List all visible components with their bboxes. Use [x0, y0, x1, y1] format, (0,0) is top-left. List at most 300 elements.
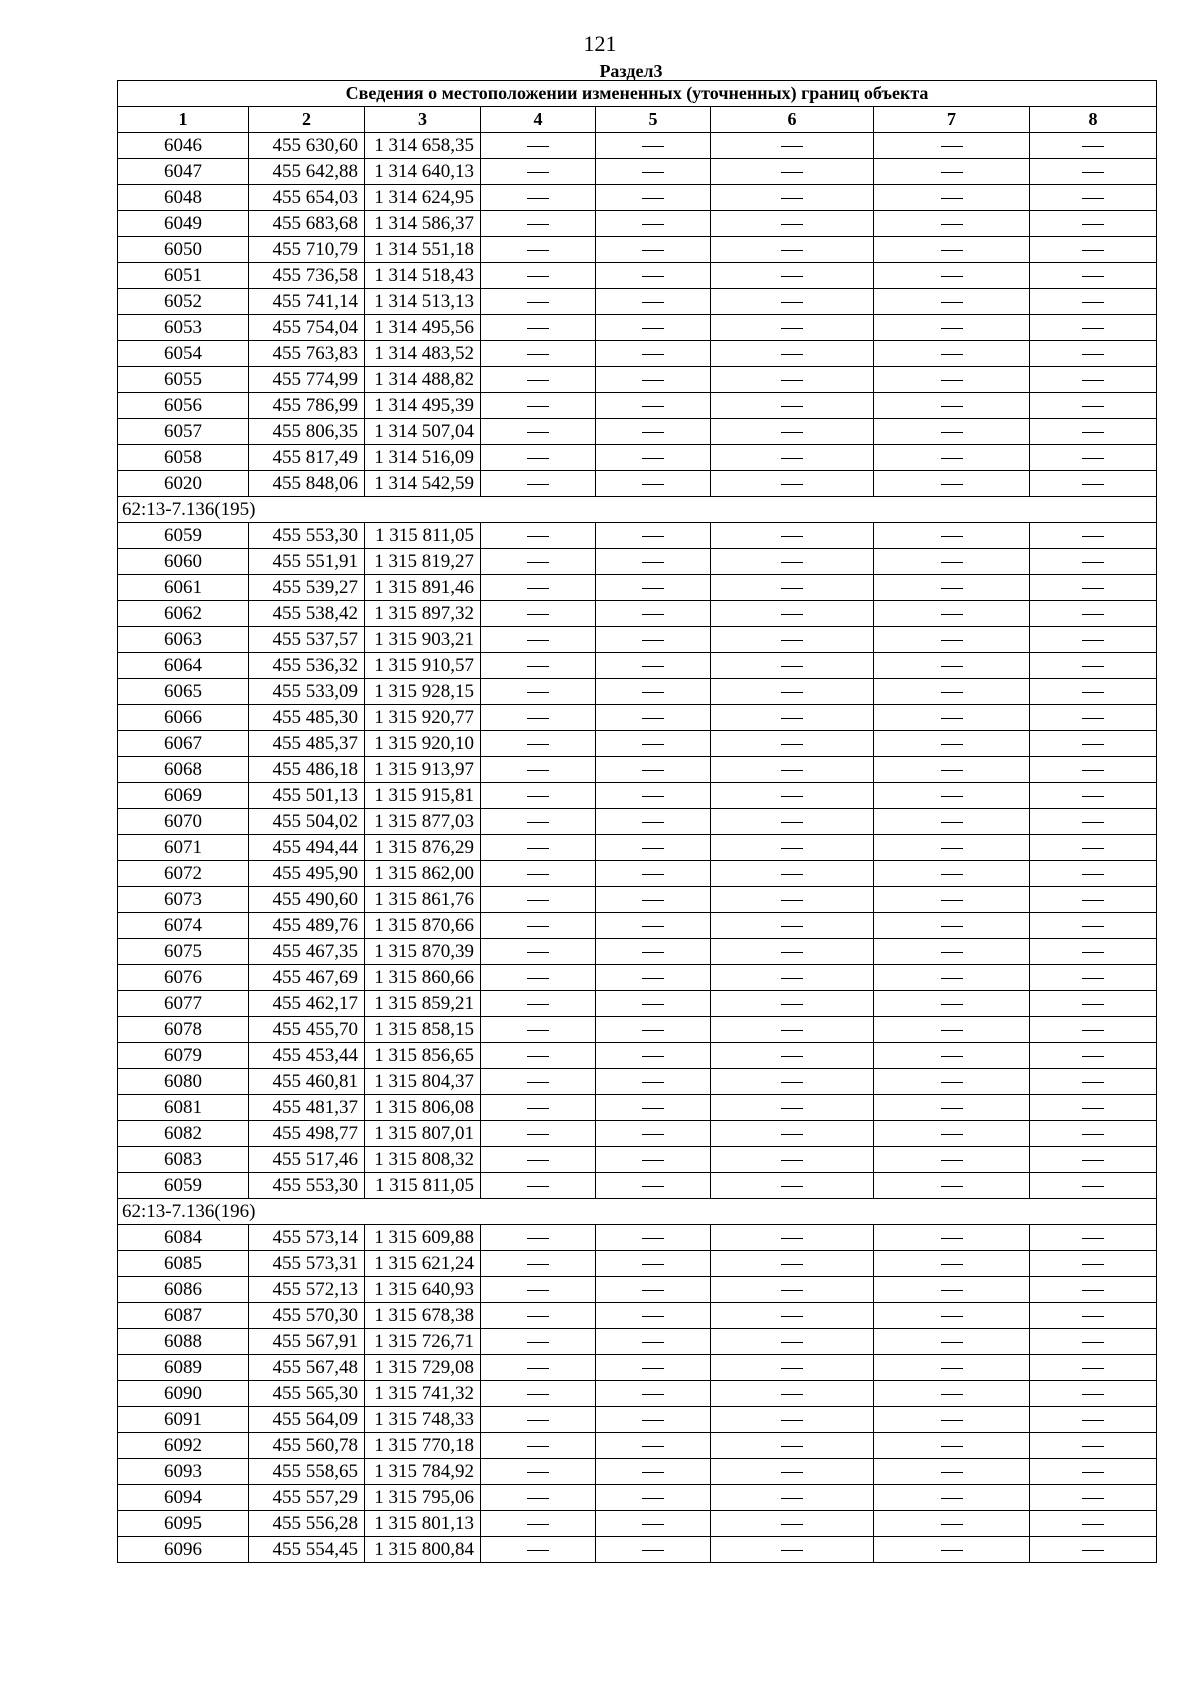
y-coordinate-cell: 1 315 915,81: [365, 783, 481, 809]
empty-value-cell: [1030, 289, 1157, 315]
dash-mark: [1082, 302, 1104, 303]
table-row: [118, 965, 1157, 991]
empty-value-cell: [481, 133, 596, 159]
dash-mark: [527, 1264, 549, 1265]
dash-mark: [642, 562, 664, 563]
dash-mark: [781, 978, 803, 979]
dash-mark: [1082, 900, 1104, 901]
dash-mark: [941, 1394, 963, 1395]
y-coordinate-cell: 1 315 748,33: [365, 1407, 481, 1433]
empty-value-cell: [711, 653, 874, 679]
x-coordinate-cell: 455 710,79: [249, 237, 365, 263]
empty-value-cell: [596, 1485, 711, 1511]
table-row: [118, 835, 1157, 861]
empty-value-cell: [1030, 1407, 1157, 1433]
dash-mark: [941, 666, 963, 667]
dash-mark: [642, 1316, 664, 1317]
dash-mark: [527, 796, 549, 797]
dash-mark: [781, 796, 803, 797]
x-coordinate-cell: 455 557,29: [249, 1485, 365, 1511]
dash-mark: [1082, 978, 1104, 979]
dash-mark: [1082, 1368, 1104, 1369]
dash-mark: [1082, 380, 1104, 381]
dash-mark: [781, 1342, 803, 1343]
empty-value-cell: [874, 263, 1030, 289]
empty-value-cell: [481, 1225, 596, 1251]
dash-mark: [941, 1056, 963, 1057]
dash-mark: [781, 1238, 803, 1239]
dash-mark: [527, 1030, 549, 1031]
dash-mark: [781, 588, 803, 589]
empty-value-cell: [711, 783, 874, 809]
empty-value-cell: [481, 471, 596, 497]
dash-mark: [527, 1316, 549, 1317]
dash-mark: [941, 536, 963, 537]
column-header: 2: [249, 107, 365, 133]
table-row: [118, 289, 1157, 315]
empty-value-cell: [596, 445, 711, 471]
empty-value-cell: [596, 1069, 711, 1095]
y-coordinate-cell: 1 315 811,05: [365, 523, 481, 549]
dash-mark: [941, 588, 963, 589]
empty-value-cell: [711, 549, 874, 575]
point-number-cell: 6094: [118, 1485, 249, 1511]
empty-value-cell: [596, 809, 711, 835]
empty-value-cell: [481, 185, 596, 211]
empty-value-cell: [874, 1121, 1030, 1147]
dash-mark: [941, 1134, 963, 1135]
empty-value-cell: [1030, 549, 1157, 575]
table-row: [118, 1329, 1157, 1355]
dash-mark: [642, 328, 664, 329]
empty-value-cell: [596, 289, 711, 315]
y-coordinate-cell: 1 314 488,82: [365, 367, 481, 393]
table-row: [118, 315, 1157, 341]
table-row: [118, 393, 1157, 419]
table-row: [118, 211, 1157, 237]
dash-mark: [527, 224, 549, 225]
point-number-cell: 6064: [118, 653, 249, 679]
dash-mark: [527, 432, 549, 433]
dash-mark: [781, 614, 803, 615]
dash-mark: [642, 1446, 664, 1447]
empty-value-cell: [481, 549, 596, 575]
empty-value-cell: [1030, 809, 1157, 835]
dash-mark: [1082, 172, 1104, 173]
dash-mark: [527, 562, 549, 563]
empty-value-cell: [1030, 1303, 1157, 1329]
dash-mark: [781, 250, 803, 251]
y-coordinate-cell: 1 315 811,05: [365, 1173, 481, 1199]
dash-mark: [642, 692, 664, 693]
point-number-cell: 6056: [118, 393, 249, 419]
point-number-cell: 6048: [118, 185, 249, 211]
dash-mark: [527, 1498, 549, 1499]
empty-value-cell: [874, 1459, 1030, 1485]
dash-mark: [642, 536, 664, 537]
group-label: 62:13-7.136(196): [118, 1199, 1157, 1225]
dash-mark: [642, 718, 664, 719]
empty-value-cell: [711, 913, 874, 939]
dash-mark: [527, 640, 549, 641]
point-number-cell: 6076: [118, 965, 249, 991]
dash-mark: [1082, 588, 1104, 589]
dash-mark: [941, 146, 963, 147]
dash-mark: [1082, 1004, 1104, 1005]
empty-value-cell: [481, 991, 596, 1017]
x-coordinate-cell: 455 654,03: [249, 185, 365, 211]
dash-mark: [642, 822, 664, 823]
dash-mark: [527, 926, 549, 927]
empty-value-cell: [1030, 1043, 1157, 1069]
dash-mark: [1082, 1186, 1104, 1187]
empty-value-cell: [481, 315, 596, 341]
dash-mark: [642, 1160, 664, 1161]
dash-mark: [941, 770, 963, 771]
table-row: [118, 159, 1157, 185]
empty-value-cell: [596, 1095, 711, 1121]
empty-value-cell: [481, 783, 596, 809]
point-number-cell: 6057: [118, 419, 249, 445]
dash-mark: [781, 536, 803, 537]
empty-value-cell: [1030, 159, 1157, 185]
table-row: [118, 1095, 1157, 1121]
empty-value-cell: [596, 1303, 711, 1329]
empty-value-cell: [711, 1329, 874, 1355]
dash-mark: [781, 354, 803, 355]
x-coordinate-cell: 455 490,60: [249, 887, 365, 913]
empty-value-cell: [481, 1303, 596, 1329]
empty-value-cell: [711, 263, 874, 289]
dash-mark: [941, 1238, 963, 1239]
empty-value-cell: [711, 159, 874, 185]
dash-mark: [781, 1030, 803, 1031]
dash-mark: [1082, 406, 1104, 407]
x-coordinate-cell: 455 481,37: [249, 1095, 365, 1121]
dash-mark: [941, 172, 963, 173]
table-row: [118, 1173, 1157, 1199]
empty-value-cell: [874, 601, 1030, 627]
table-row: [118, 1147, 1157, 1173]
dash-mark: [781, 458, 803, 459]
table-heading: Сведения о местоположении измененных (уточненных) границ объекта: [118, 81, 1157, 107]
dash-mark: [941, 1472, 963, 1473]
empty-value-cell: [596, 679, 711, 705]
dash-mark: [527, 666, 549, 667]
dash-mark: [781, 822, 803, 823]
group-row: [118, 497, 1157, 523]
dash-mark: [781, 484, 803, 485]
empty-value-cell: [481, 835, 596, 861]
x-coordinate-cell: 455 573,14: [249, 1225, 365, 1251]
dash-mark: [941, 614, 963, 615]
empty-value-cell: [711, 1251, 874, 1277]
point-number-cell: 6096: [118, 1537, 249, 1563]
dash-mark: [1082, 354, 1104, 355]
dash-mark: [781, 562, 803, 563]
y-coordinate-cell: 1 315 920,77: [365, 705, 481, 731]
empty-value-cell: [481, 445, 596, 471]
empty-value-cell: [1030, 1095, 1157, 1121]
empty-value-cell: [596, 1329, 711, 1355]
empty-value-cell: [596, 1173, 711, 1199]
y-coordinate-cell: 1 315 876,29: [365, 835, 481, 861]
empty-value-cell: [1030, 211, 1157, 237]
empty-value-cell: [874, 1043, 1030, 1069]
empty-value-cell: [711, 731, 874, 757]
y-coordinate-cell: 1 314 483,52: [365, 341, 481, 367]
table-row: [118, 1225, 1157, 1251]
empty-value-cell: [1030, 1121, 1157, 1147]
empty-value-cell: [596, 1121, 711, 1147]
point-number-cell: 6054: [118, 341, 249, 367]
empty-value-cell: [711, 393, 874, 419]
empty-value-cell: [711, 315, 874, 341]
empty-value-cell: [711, 1017, 874, 1043]
dash-mark: [642, 1368, 664, 1369]
y-coordinate-cell: 1 315 770,18: [365, 1433, 481, 1459]
empty-value-cell: [711, 1043, 874, 1069]
point-number-cell: 6084: [118, 1225, 249, 1251]
dash-mark: [642, 1004, 664, 1005]
empty-value-cell: [711, 419, 874, 445]
dash-mark: [941, 1498, 963, 1499]
empty-value-cell: [481, 679, 596, 705]
section-title: Раздел3: [599, 61, 663, 81]
empty-value-cell: [711, 1147, 874, 1173]
empty-value-cell: [1030, 419, 1157, 445]
dash-mark: [527, 614, 549, 615]
dash-mark: [1082, 1134, 1104, 1135]
empty-value-cell: [1030, 601, 1157, 627]
empty-value-cell: [481, 913, 596, 939]
empty-value-cell: [596, 1407, 711, 1433]
empty-value-cell: [1030, 939, 1157, 965]
empty-value-cell: [874, 159, 1030, 185]
empty-value-cell: [481, 757, 596, 783]
dash-mark: [1082, 718, 1104, 719]
empty-value-cell: [596, 159, 711, 185]
x-coordinate-cell: 455 462,17: [249, 991, 365, 1017]
dash-mark: [1082, 1342, 1104, 1343]
empty-value-cell: [481, 1537, 596, 1563]
x-coordinate-cell: 455 501,13: [249, 783, 365, 809]
empty-value-cell: [711, 627, 874, 653]
empty-value-cell: [711, 1511, 874, 1537]
table-row: [118, 549, 1157, 575]
empty-value-cell: [711, 523, 874, 549]
dash-mark: [1082, 250, 1104, 251]
x-coordinate-cell: 455 553,30: [249, 1173, 365, 1199]
empty-value-cell: [874, 939, 1030, 965]
empty-value-cell: [711, 1355, 874, 1381]
dash-mark: [527, 1472, 549, 1473]
point-number-cell: 6082: [118, 1121, 249, 1147]
empty-value-cell: [481, 1147, 596, 1173]
table-row: [118, 1433, 1157, 1459]
empty-value-cell: [481, 419, 596, 445]
empty-value-cell: [874, 913, 1030, 939]
point-number-cell: 6091: [118, 1407, 249, 1433]
dash-mark: [1082, 848, 1104, 849]
dash-mark: [527, 484, 549, 485]
dash-mark: [642, 276, 664, 277]
y-coordinate-cell: 1 315 609,88: [365, 1225, 481, 1251]
dash-mark: [642, 640, 664, 641]
dash-mark: [941, 328, 963, 329]
empty-value-cell: [711, 1069, 874, 1095]
empty-value-cell: [1030, 757, 1157, 783]
x-coordinate-cell: 455 537,57: [249, 627, 365, 653]
x-coordinate-cell: 455 736,58: [249, 263, 365, 289]
dash-mark: [781, 406, 803, 407]
y-coordinate-cell: 1 315 910,57: [365, 653, 481, 679]
column-header: 1: [118, 107, 249, 133]
x-coordinate-cell: 455 494,44: [249, 835, 365, 861]
empty-value-cell: [481, 653, 596, 679]
y-coordinate-cell: 1 315 891,46: [365, 575, 481, 601]
empty-value-cell: [711, 757, 874, 783]
empty-value-cell: [481, 887, 596, 913]
dash-mark: [642, 380, 664, 381]
y-coordinate-cell: 1 315 856,65: [365, 1043, 481, 1069]
empty-value-cell: [711, 1485, 874, 1511]
empty-value-cell: [481, 601, 596, 627]
empty-value-cell: [711, 1303, 874, 1329]
empty-value-cell: [596, 367, 711, 393]
x-coordinate-cell: 455 558,65: [249, 1459, 365, 1485]
dash-mark: [527, 718, 549, 719]
empty-value-cell: [481, 627, 596, 653]
column-header: 7: [874, 107, 1030, 133]
empty-value-cell: [1030, 835, 1157, 861]
empty-value-cell: [874, 991, 1030, 1017]
dash-mark: [527, 276, 549, 277]
point-number-cell: 6072: [118, 861, 249, 887]
dash-mark: [642, 952, 664, 953]
dash-mark: [1082, 1498, 1104, 1499]
empty-value-cell: [1030, 731, 1157, 757]
empty-value-cell: [596, 1043, 711, 1069]
dash-mark: [527, 1420, 549, 1421]
dash-mark: [642, 146, 664, 147]
empty-value-cell: [1030, 1381, 1157, 1407]
dash-mark: [781, 1446, 803, 1447]
group-row: [118, 1199, 1157, 1225]
empty-value-cell: [481, 159, 596, 185]
point-number-cell: 6059: [118, 1173, 249, 1199]
x-coordinate-cell: 455 538,42: [249, 601, 365, 627]
dash-mark: [941, 978, 963, 979]
dash-mark: [527, 770, 549, 771]
dash-mark: [642, 978, 664, 979]
table-row: [118, 1537, 1157, 1563]
empty-value-cell: [711, 185, 874, 211]
dash-mark: [642, 1108, 664, 1109]
empty-value-cell: [481, 965, 596, 991]
table-row: [118, 1485, 1157, 1511]
empty-value-cell: [1030, 185, 1157, 211]
empty-value-cell: [711, 887, 874, 913]
empty-value-cell: [711, 1459, 874, 1485]
dash-mark: [1082, 1082, 1104, 1083]
empty-value-cell: [874, 471, 1030, 497]
empty-value-cell: [874, 1355, 1030, 1381]
dash-mark: [941, 744, 963, 745]
x-coordinate-cell: 455 504,02: [249, 809, 365, 835]
empty-value-cell: [596, 705, 711, 731]
dash-mark: [781, 900, 803, 901]
dash-mark: [1082, 796, 1104, 797]
empty-value-cell: [874, 367, 1030, 393]
column-header: 4: [481, 107, 596, 133]
dash-mark: [781, 1186, 803, 1187]
x-coordinate-cell: 455 564,09: [249, 1407, 365, 1433]
point-number-cell: 6069: [118, 783, 249, 809]
dash-mark: [781, 432, 803, 433]
point-number-cell: 6089: [118, 1355, 249, 1381]
dash-mark: [527, 536, 549, 537]
empty-value-cell: [596, 1433, 711, 1459]
point-number-cell: 6088: [118, 1329, 249, 1355]
dash-mark: [941, 1160, 963, 1161]
empty-value-cell: [874, 523, 1030, 549]
point-number-cell: 6055: [118, 367, 249, 393]
table-row: [118, 1381, 1157, 1407]
dash-mark: [527, 250, 549, 251]
dash-mark: [642, 1342, 664, 1343]
point-number-cell: 6062: [118, 601, 249, 627]
dash-mark: [642, 614, 664, 615]
dash-mark: [527, 1290, 549, 1291]
empty-value-cell: [874, 1147, 1030, 1173]
dash-mark: [527, 146, 549, 147]
empty-value-cell: [596, 627, 711, 653]
dash-mark: [1082, 432, 1104, 433]
empty-value-cell: [481, 367, 596, 393]
empty-value-cell: [1030, 861, 1157, 887]
empty-value-cell: [596, 1225, 711, 1251]
dash-mark: [527, 328, 549, 329]
empty-value-cell: [711, 601, 874, 627]
point-number-cell: 6051: [118, 263, 249, 289]
empty-value-cell: [1030, 653, 1157, 679]
dash-mark: [781, 1056, 803, 1057]
y-coordinate-cell: 1 315 806,08: [365, 1095, 481, 1121]
dash-mark: [1082, 874, 1104, 875]
table-row: [118, 1043, 1157, 1069]
dash-mark: [941, 874, 963, 875]
dash-mark: [941, 640, 963, 641]
dash-mark: [941, 1446, 963, 1447]
x-coordinate-cell: 455 774,99: [249, 367, 365, 393]
point-number-cell: 6046: [118, 133, 249, 159]
empty-value-cell: [874, 627, 1030, 653]
point-number-cell: 6095: [118, 1511, 249, 1537]
dash-mark: [1082, 146, 1104, 147]
point-number-cell: 6075: [118, 939, 249, 965]
empty-value-cell: [874, 757, 1030, 783]
dash-mark: [527, 1160, 549, 1161]
empty-value-cell: [1030, 1485, 1157, 1511]
column-header: 5: [596, 107, 711, 133]
y-coordinate-cell: 1 315 928,15: [365, 679, 481, 705]
empty-value-cell: [711, 1277, 874, 1303]
dash-mark: [642, 848, 664, 849]
empty-value-cell: [596, 783, 711, 809]
empty-value-cell: [1030, 315, 1157, 341]
dash-mark: [941, 1368, 963, 1369]
